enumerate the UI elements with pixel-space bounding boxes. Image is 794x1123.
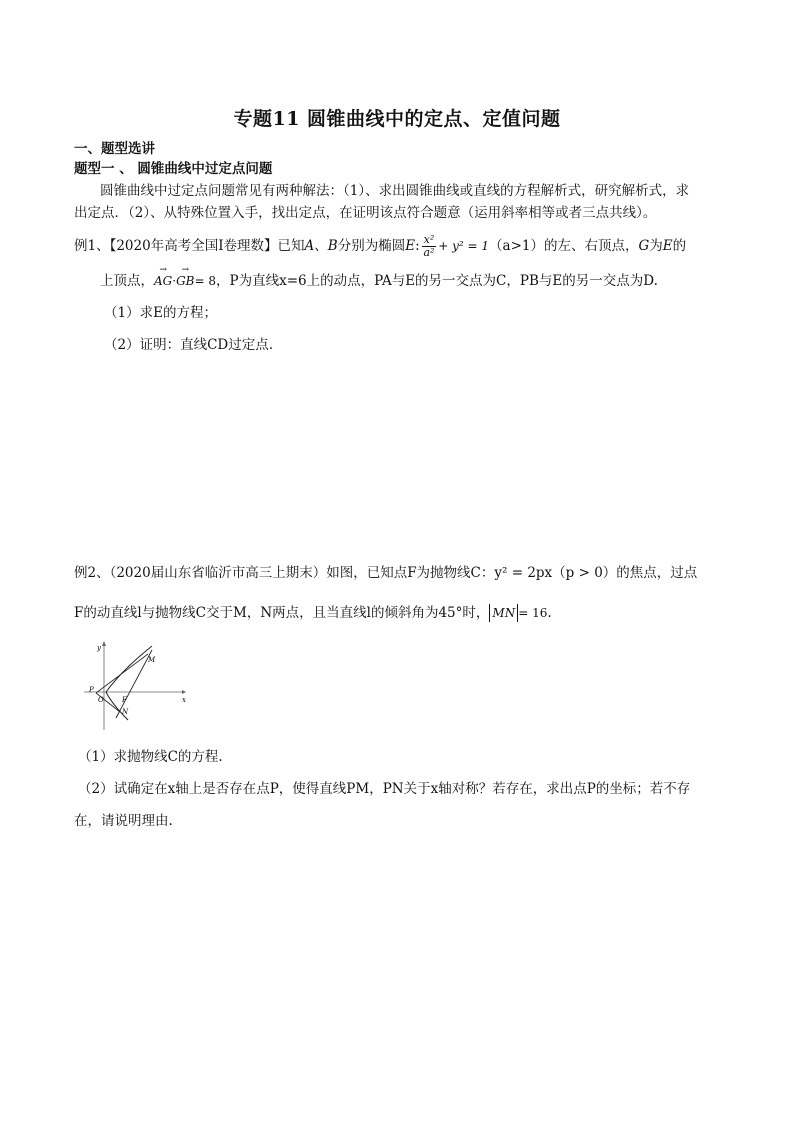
ex1-prefix: 例1、【2020年高考全国Ⅰ卷理数】已知 [74,238,305,254]
ex1-eq8: = 8 [194,274,217,288]
label-y: y [97,644,101,652]
ex1-vector-ag: → AG [154,272,172,290]
ex1-sep: 、 [314,238,328,254]
ex2-question-2b: 在，请说明理由. [74,813,173,829]
ex2-eq16: = 16 [518,606,548,620]
ex1-colon: : [415,238,420,254]
ex2-line2-a: F的动直线l与抛物线C交于M，N两点，且当直线l的倾斜角为45°时， [74,605,490,621]
section-heading: 一、题型选讲 [74,141,155,157]
intro-line-1: 圆锥曲线中过定点问题常见有两种解法：（1）、求出圆锥曲线或直线的方程解析式，研究解析式，求 [100,183,690,199]
ex2-question-1: （1）求抛物线C的方程. [78,749,223,765]
ex2-line-2 [74,604,552,622]
ex1-tail: 为 [649,238,663,254]
label-f: F [122,696,127,704]
ex1-line2-a: 上顶点， [100,273,154,289]
ex1-point-a: A [304,238,315,254]
ex1-mid: 分别为椭圆 [337,238,406,254]
type1-heading: 题型一 、 圆锥曲线中过定点问题 [74,161,273,177]
ex1-frac-den: a² [423,245,435,259]
parabola-figure [82,640,192,732]
ex1-fraction [422,234,437,259]
ex1-frac-num: x² [423,232,435,246]
label-x: x [182,696,186,704]
ex1-line-2 [100,272,658,290]
ex1-line2-b: ，P为直线x=6上的动点，PA与E的另一交点为C，PB与E的另一交点为D. [216,273,658,289]
parabola-curve [106,646,152,720]
ex1-cond: （a>1）的左、右顶点， [489,238,639,254]
ex1-point-b: B [327,238,338,254]
label-p: P [89,686,94,694]
label-n: N [122,708,129,716]
ex2-mn-abs: MN [489,604,518,622]
y-axis-arrow-icon [102,641,106,646]
ex2-line-1: 例2、（2020届山东省临沂市高三上期末）如图，已知点F为抛物线C：y² = 2px（p > 0）的焦点，过点 [74,565,698,581]
ex1-ellipse-e2: E [662,238,673,254]
label-m: M [148,656,156,664]
ex1-tail2: 的 [672,238,687,254]
page-title: 专题11 圆锥曲线中的定点、定值问题 [233,108,561,130]
ex1-ellipse-e: E [405,238,416,254]
ex1-vector-gb: → GB [176,272,194,290]
label-o: O [98,696,104,704]
ex1-point-g: G [638,238,650,254]
ex1-eq-rest: + y² = 1 [438,239,490,253]
ex1-question-1: （1）求E的方程； [104,305,217,321]
x-axis-arrow-icon [182,690,186,694]
ex1-question-2: （2）证明：直线CD过定点. [104,337,274,353]
intro-line-2: 出定点．（2）、从特殊位置入手，找出定点，在证明该点符合题意（运用斜率相等或者三点共线）。 [74,205,657,221]
ex1-dot: · [172,274,177,288]
ex2-question-2a: （2）试确定在x轴上是否存在点P，使得直线PM，PN关于x轴对称？若存在，求出点P的坐标；若不存 [78,781,691,797]
ex2-line2-end: . [547,605,552,621]
ex1-line-1 [74,232,686,260]
